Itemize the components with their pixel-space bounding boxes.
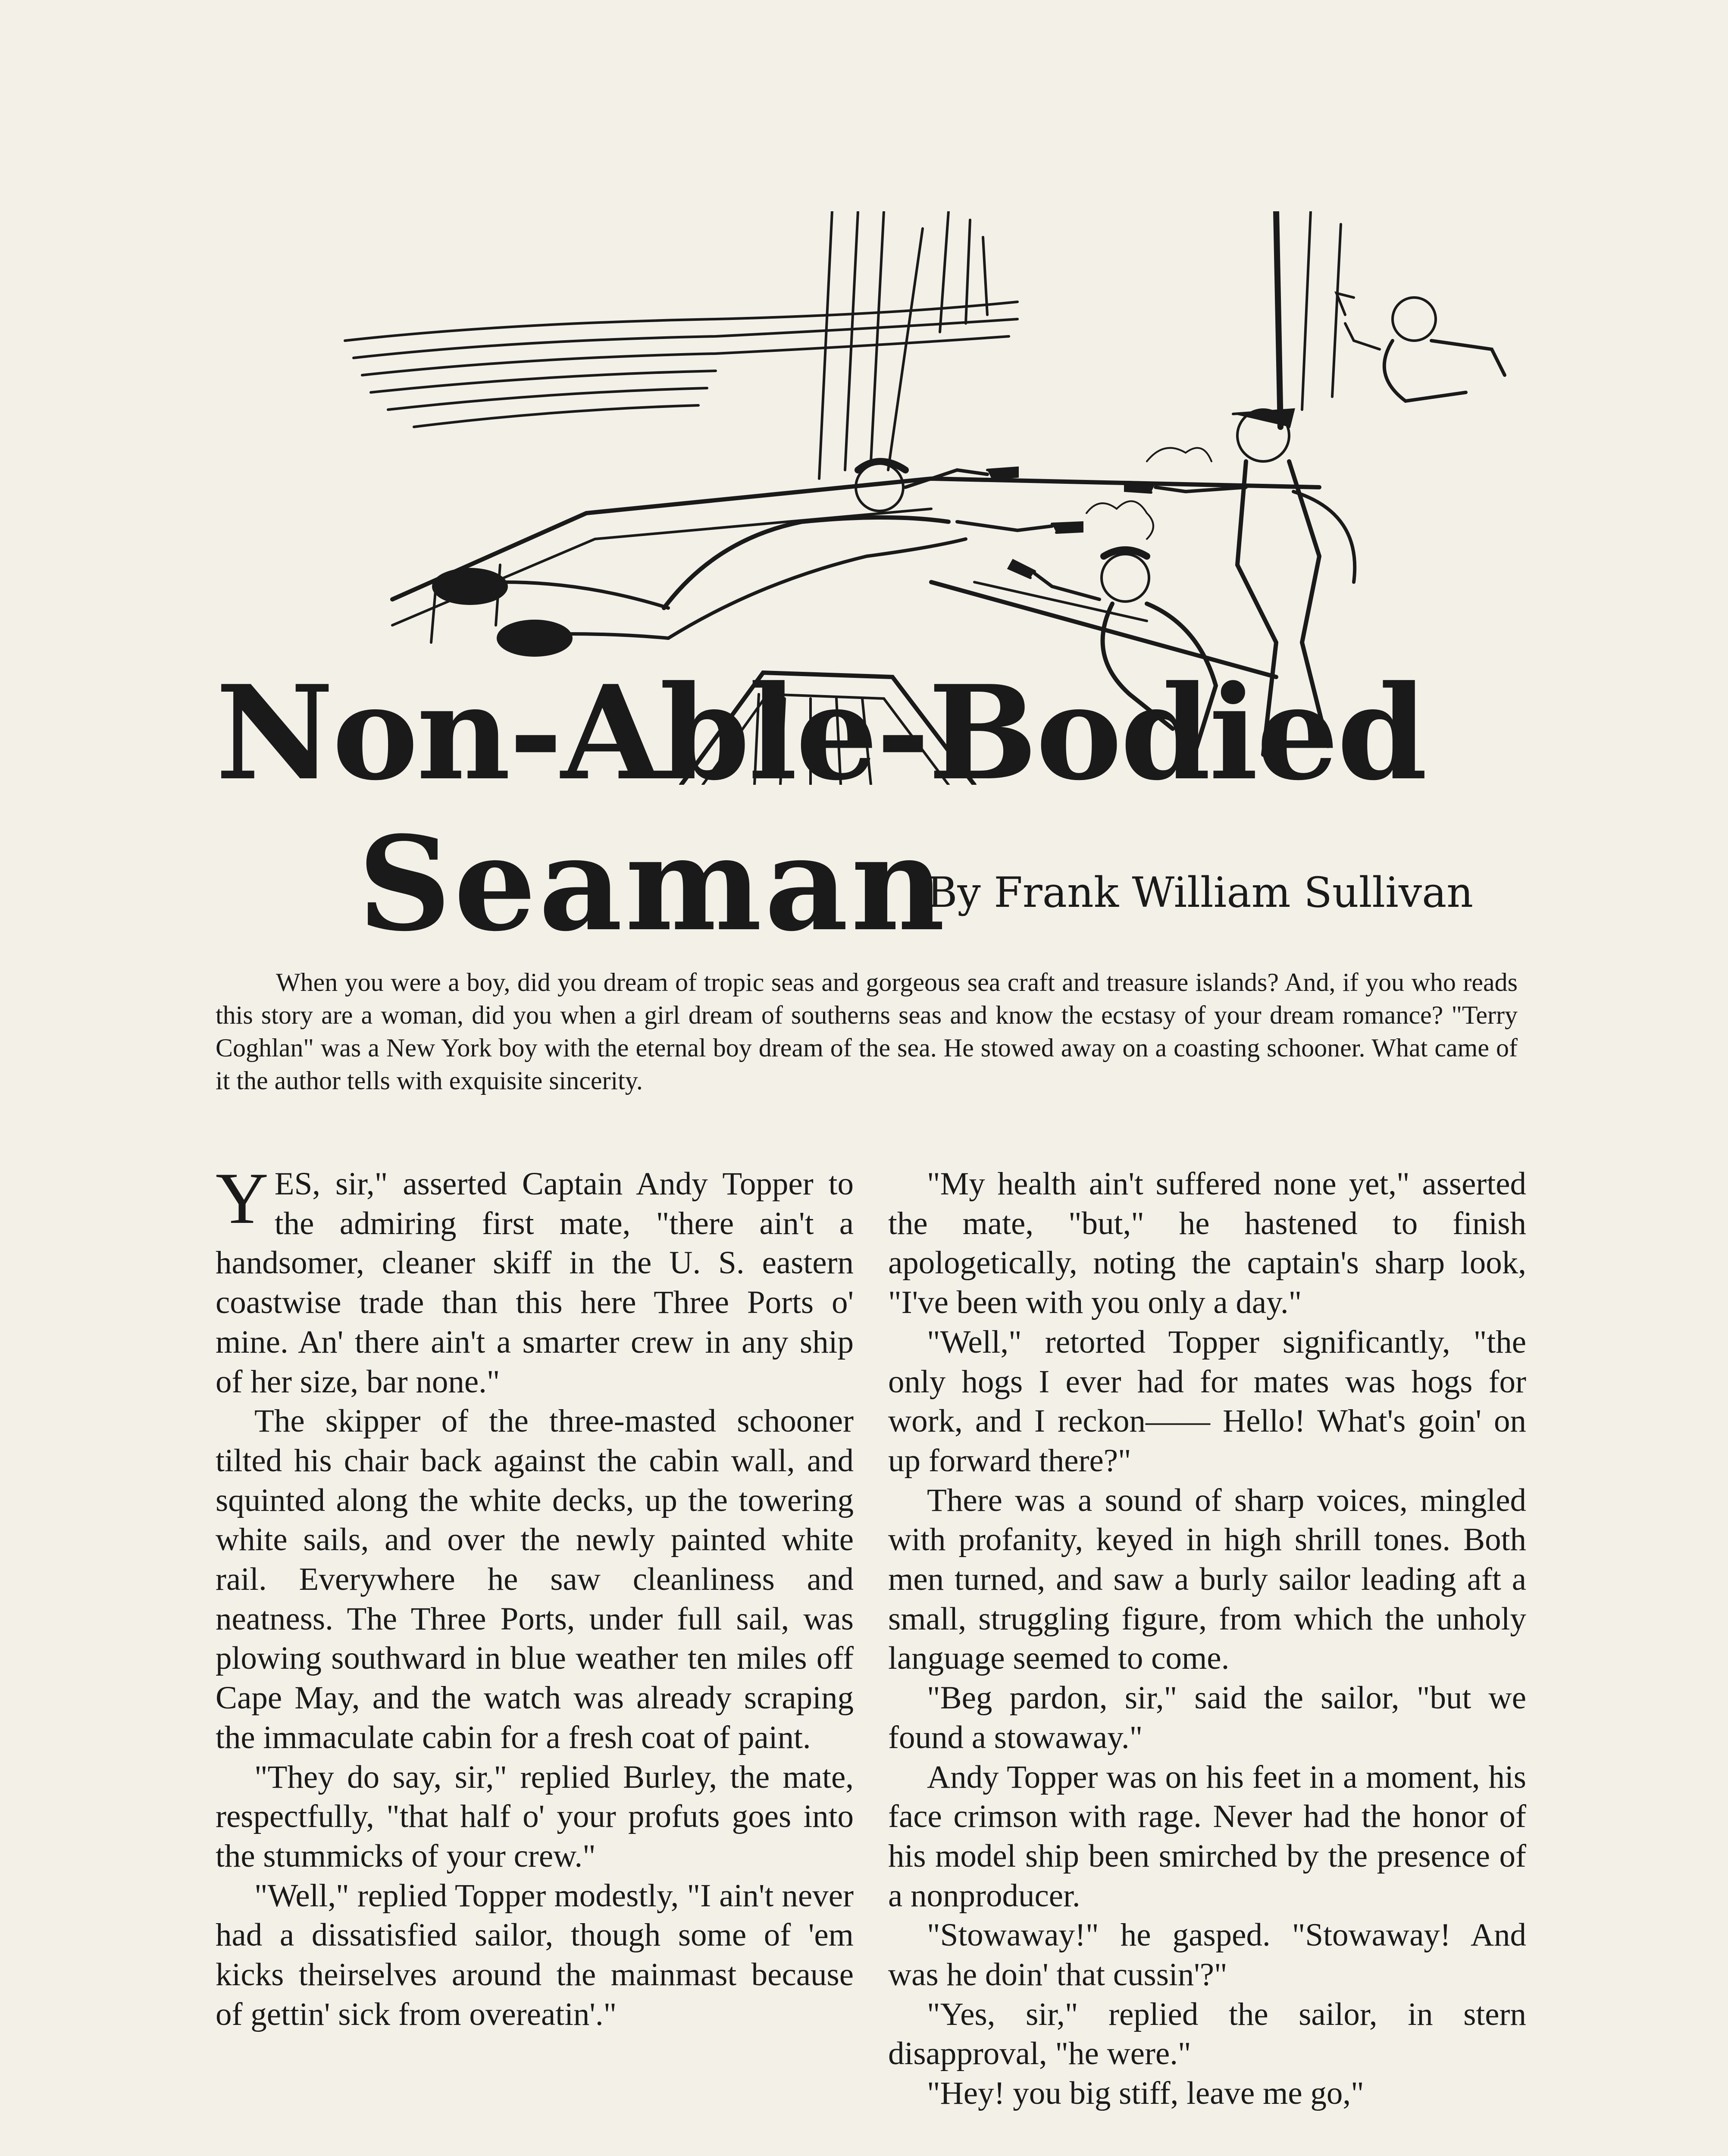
- paragraph: "Well," replied Topper modestly, "I ain't never had a dissatisfied sailor, though some of 'em kicks theirselves around the mainmast because of gettin' sick from overeatin'.": [216, 1877, 854, 2032]
- story-intro: When you were a boy, did you dream of tropic seas and gorgeous sea craft and treasure islands? And, if you who reads this story are a woman, did you when a girl dream of southerns seas and know the ecstasy of your dream romance? "Terry Coghlan" was a New York boy with the eternal boy dream of the sea. He stowed away on a coasting schooner. What came of it the author tells with exquisite sincerity.: [216, 968, 1518, 1095]
- paragraph: "My health ain't suffered none yet," asserted the mate, "but," he hastened to finish apologetically, noting the captain's sharp look, "I've been with you only a day.": [888, 1166, 1526, 1321]
- left-column: [216, 1158, 854, 2034]
- right-column: [888, 1164, 1526, 2113]
- paragraph: YES, sir," asserted Captain Andy Topper to the admiring first mate, "there ain't a handsomer, cleaner skiff in the U. S. eastern coastwise trade than this here Three Ports o' mine. An' there ain't a smarter crew in any ship of her size, bar none.": [216, 1158, 854, 1400]
- story-title-line1: Non-Able-Bodied: [216, 657, 1426, 809]
- paragraph: There was a sound of sharp voices, mingled with profanity, keyed in high shrill tones. Both men turned, and saw a burly sailor leading aft a small, struggling figure, from which the unholy language seemed to come.: [888, 1482, 1526, 1677]
- paragraph: Andy Topper was on his feet in a moment, his face crimson with rage. Never had the honor of his model ship been smirched by the presence of a nonproducer.: [888, 1759, 1526, 1914]
- paragraph: "Hey! you big stiff, leave me go,": [927, 2075, 1364, 2112]
- paragraph: "Stowaway!" he gasped. "Stowaway! And was he doin' that cussin'?": [888, 1917, 1526, 1993]
- paragraph: "Well," retorted Topper significantly, "the only hogs I ever had for mates was hogs for work, and I reckon—— Hello! What's goin' on up forward there?": [888, 1324, 1526, 1479]
- story-title-line2: Seaman: [358, 808, 948, 960]
- paragraph: The skipper of the three-masted schooner tilted his chair back against the cabin wall, and squinted along the white decks, up the towering white sails, and over the newly painted white rail. Everywhere he saw cleanliness and neatness. The Three Ports, under full sail, was plowing southward in blue weather ten miles off Cape May, and the watch was already scraping the immaculate cabin for a fresh coat of paint.: [216, 1403, 854, 1755]
- paragraph: "They do say, sir," replied Burley, the mate, respectfully, "that half o' your profuts goes into the stummicks of your crew.": [216, 1759, 854, 1874]
- paragraph: "Beg pardon, sir," said the sailor, "but we found a stowaway.": [888, 1680, 1526, 1755]
- drop-cap: Y: [216, 1158, 269, 1239]
- author-byline: By Frank William Sullivan: [927, 868, 1474, 917]
- paragraph: "Yes, sir," replied the sailor, in stern disapproval, "he were.": [888, 1996, 1526, 2072]
